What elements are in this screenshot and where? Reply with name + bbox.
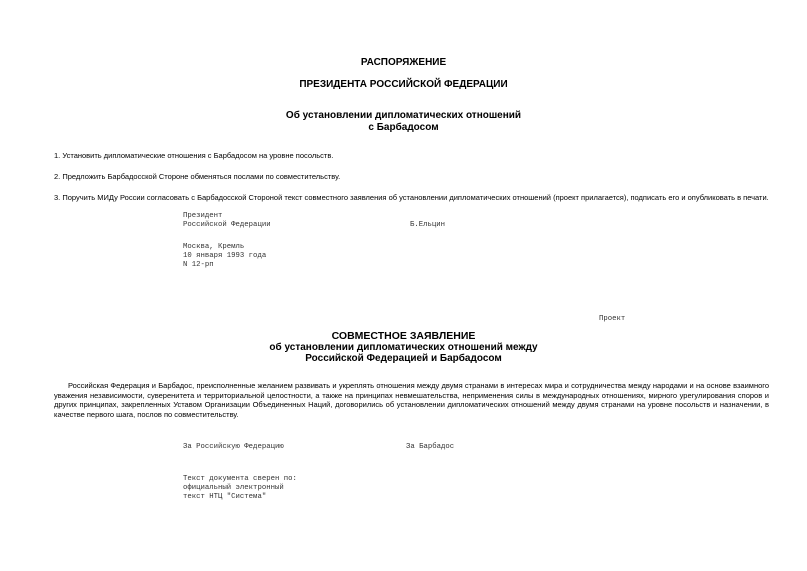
signature-position-line2: Российской Федерации — [183, 221, 271, 229]
signature-position-line1: Президент — [183, 212, 223, 220]
decree-place: Москва, Кремль — [183, 243, 245, 251]
footer-line2: официальный электронный — [183, 484, 284, 492]
decree-date: 10 января 1993 года — [183, 252, 267, 260]
decree-issuer: ПРЕЗИДЕНТА РОССИЙСКОЙ ФЕДЕРАЦИИ — [299, 79, 508, 90]
sign-barbados: За Барбадос — [406, 443, 455, 451]
footer-line3: текст НТЦ "Система" — [183, 493, 267, 501]
statement-title: СОВМЕСТНОЕ ЗАЯВЛЕНИЕ — [331, 330, 476, 342]
sign-russia: За Российскую Федерацию — [183, 443, 284, 451]
decree-item-3: 3. Поручить МИДу России согласовать с Барбадосской Стороной текст совместного заявления об установлении дипломатических отношений (проект прилагается), подписать его и опубликовать в печати. — [54, 193, 769, 202]
draft-label: Проект — [599, 315, 626, 323]
decree-item-1: 1. Установить дипломатические отношения с Барбадосом на уровне посольств. — [54, 151, 334, 160]
statement-subtitle-line2: Российской Федерацией и Барбадосом — [305, 353, 502, 364]
decree-item-2: 2. Предложить Барбадосской Стороне обменяться послами по совместительству. — [54, 172, 341, 181]
decree-number: N 12-рп — [183, 261, 214, 269]
statement-paragraph: Российская Федерация и Барбадос, преисполненные желанием развивать и укреплять отношения между двумя странами в интересах мира и сотрудничества между народами и на основе взаимного уважения независимости, суверенитета и территориальной целостности, а также на принципах невмешательства, неприменения силы в международных отношениях, мирного урегулирования споров и других принципах, закрепленных Уставом Организации Объединенных Наций, договорились об установлении дипломатических отношений между двумя странами на уровне посольств и назначении, в качестве первого шага, послов по совместительству. — [54, 381, 769, 419]
decree-heading: РАСПОРЯЖЕНИЕ — [360, 57, 447, 68]
decree-subject-line2: с Барбадосом — [368, 122, 439, 133]
footer-line1: Текст документа сверен по: — [183, 475, 297, 483]
statement-subtitle — [0, 342, 807, 364]
decree-subject — [0, 110, 807, 134]
signature-name: Б.Ельцин — [410, 221, 446, 229]
statement-subtitle-line1: об установлении дипломатических отношений между — [269, 342, 538, 353]
decree-subject-line1: Об установлении дипломатических отношений — [285, 110, 522, 121]
